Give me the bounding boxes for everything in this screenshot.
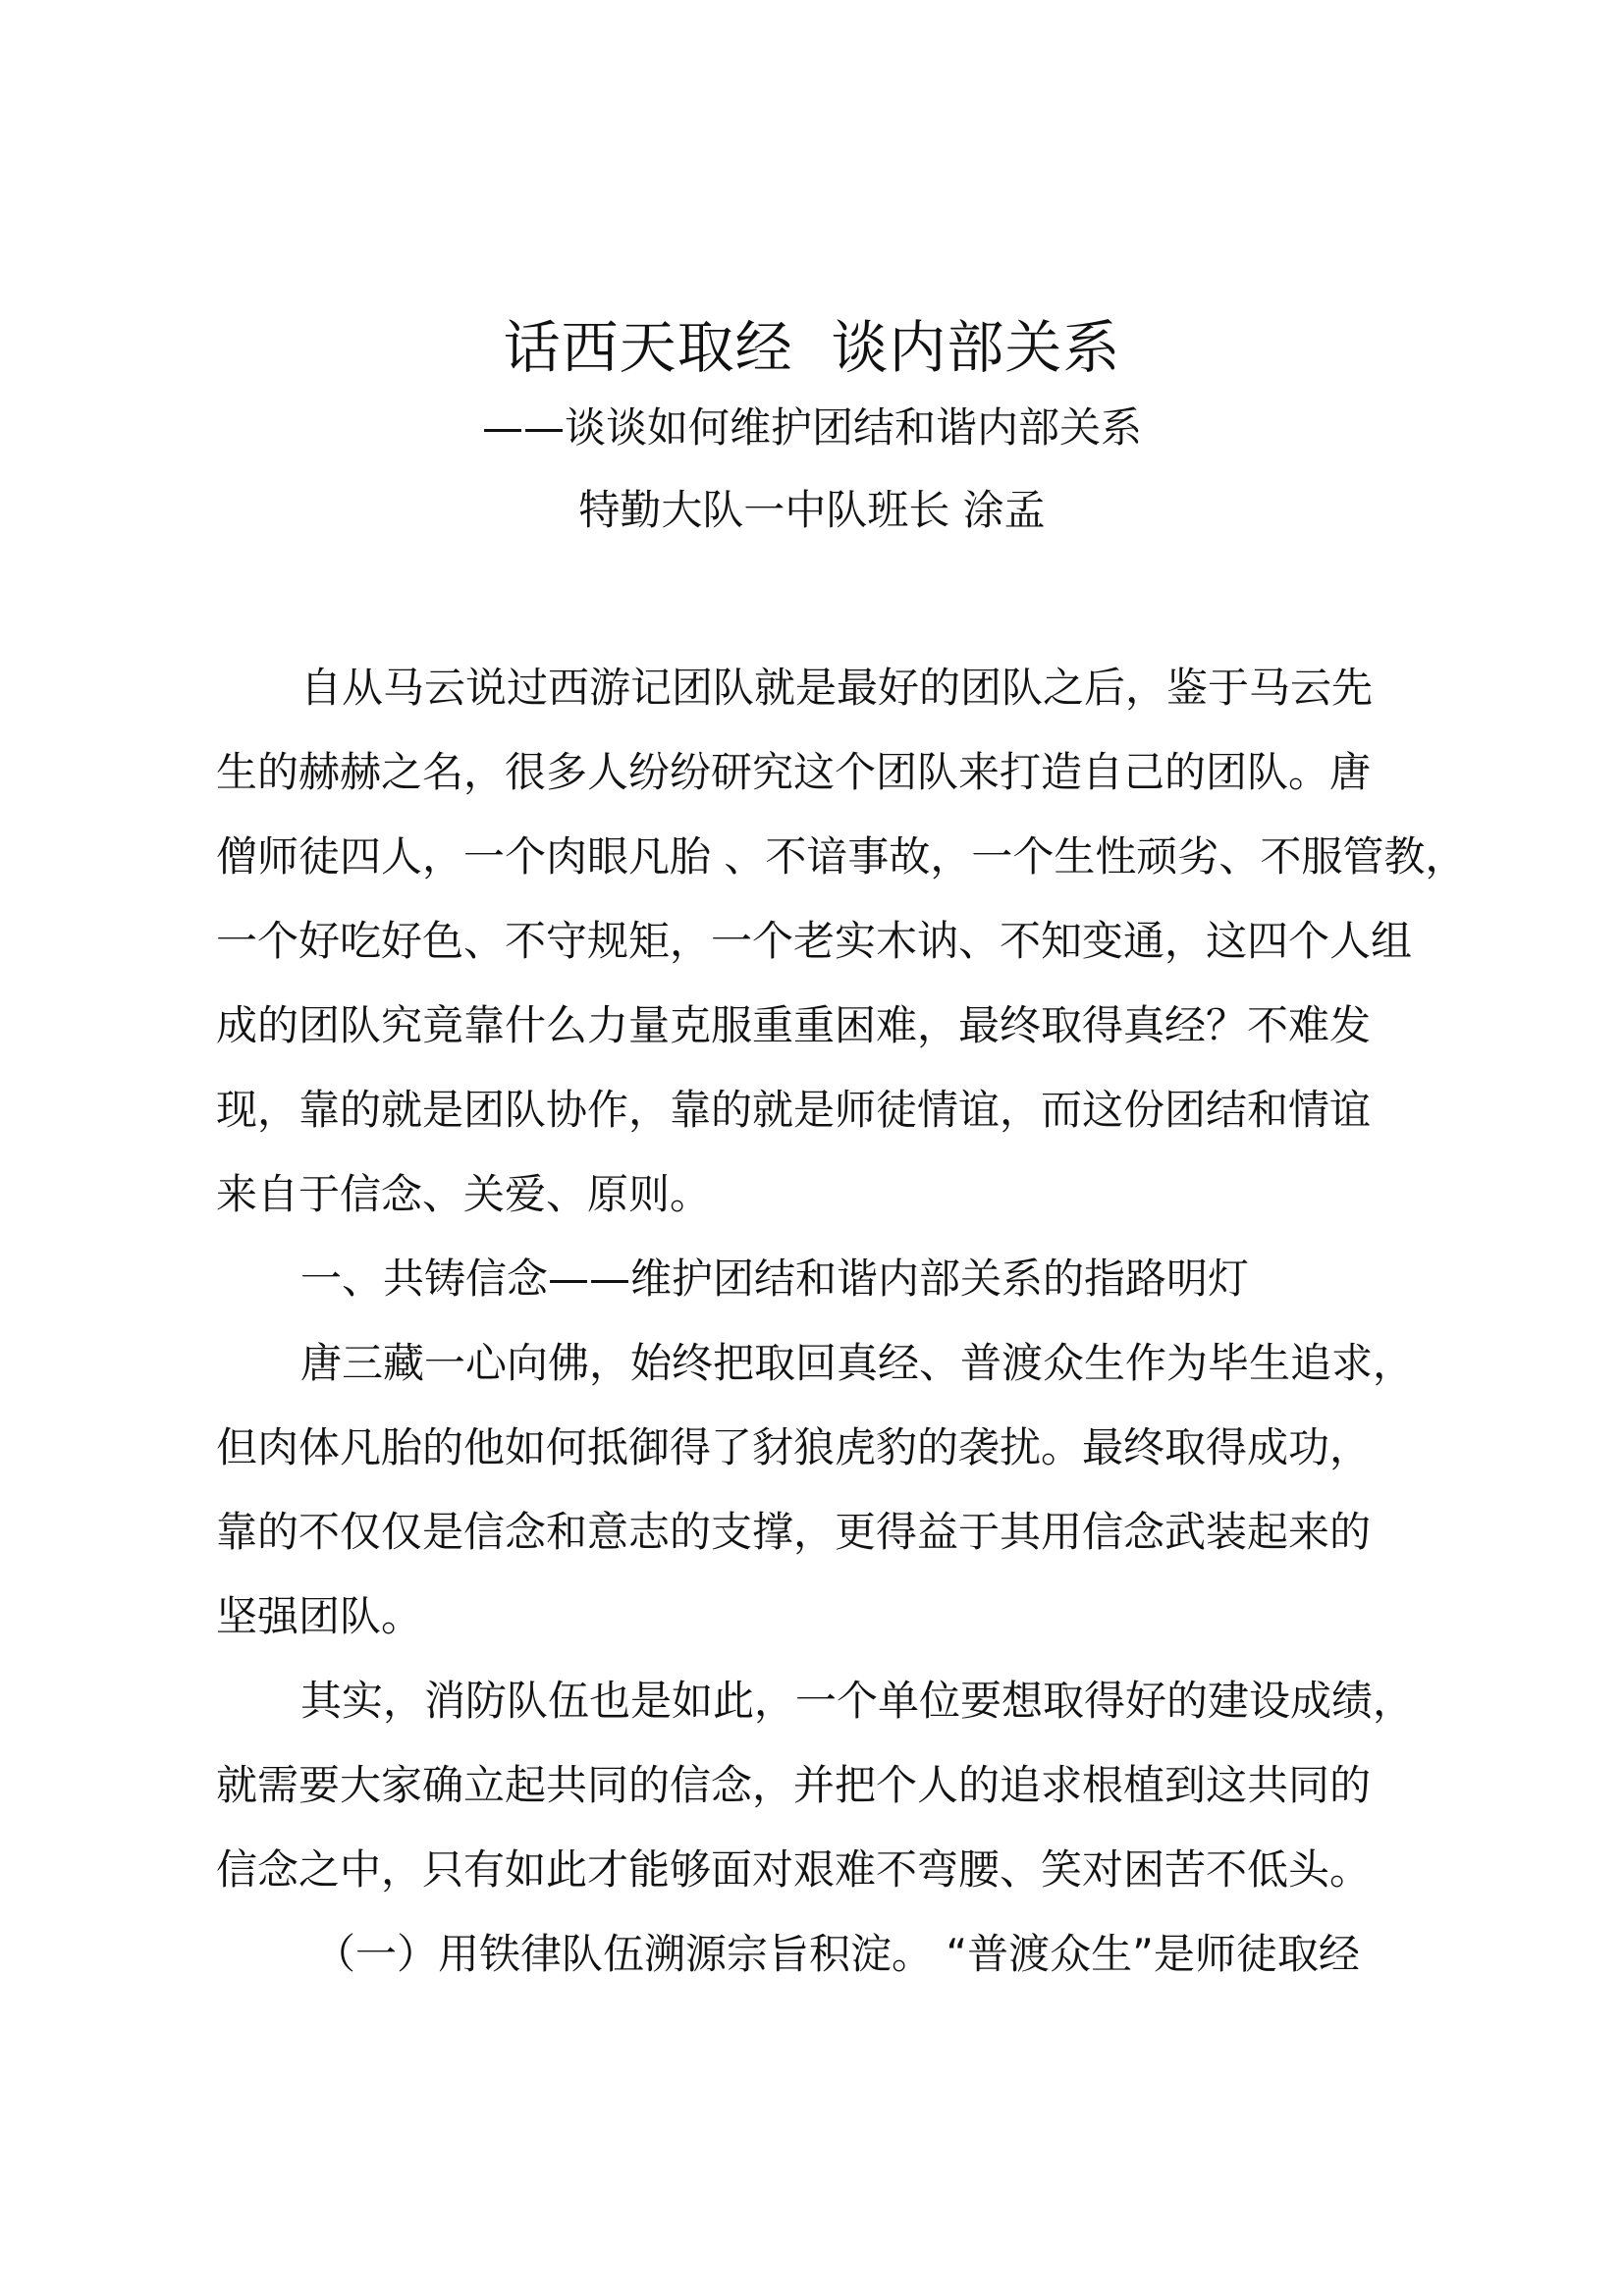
document-body [216,646,1467,1997]
paragraph-1-line-5: 成的团队究竟靠什么力量克服重重困难，最终取得真经？不难发 [216,1001,1372,1049]
paragraph-1-line-4: 一个好吃好色、不守规矩，一个老实木讷、不知变通，这四个人组 [216,917,1413,965]
paragraph-3-line-2: 就需要大家确立起共同的信念，并把个人的追求根植到这共同的 [216,1761,1372,1809]
document-subtitle: ——谈谈如何维护团结和谐内部关系 [481,403,1142,452]
paragraph-3-line-3: 信念之中，只有如此才能够面对艰难不弯腰、笑对困苦不低头。 [216,1845,1372,1894]
paragraph-2-line-3: 靠的不仅仅是信念和意志的支撑，更得益于其用信念武装起来的 [216,1508,1372,1556]
paragraph-2-line-2: 但肉体凡胎的他如何抵御得了豺狼虎豹的袭扰。最终取得成功， [216,1423,1372,1471]
paragraph-3-line-1: 其实，消防队伍也是如此，一个单位要想取得好的建设成绩， [300,1677,1415,1725]
sub-heading-1: （一）用铁律队伍溯源宗旨积淀。 “普渡众生”是师徒取经 [314,1930,1360,1978]
paragraph-1-line-3: 僧师徒四人，一个肉眼凡胎 、不谙事故，一个生性顽劣、不服管教， [216,832,1467,881]
document-title: 话西天取经 谈内部关系 [503,314,1121,381]
document-author: 特勤大队一中队班长 涂孟 [578,486,1046,534]
section-heading-1: 一、共铸信念——维护团结和谐内部关系的指路明灯 [300,1255,1250,1303]
paragraph-1-line-2: 生的赫赫之名，很多人纷纷研究这个团队来打造自己的团队。唐 [216,748,1372,796]
paragraph-2-line-4: 坚强团队。 [216,1592,423,1640]
paragraph-1-line-1: 自从马云说过西游记团队就是最好的团队之后，鉴于马云先 [300,664,1374,712]
paragraph-2-line-1: 唐三藏一心向佛，始终把取回真经、普渡众生作为毕生追求， [300,1339,1415,1387]
paragraph-1-line-6: 现，靠的就是团队协作，靠的就是师徒情谊，而这份团结和情谊 [216,1086,1372,1134]
paragraph-1-line-7: 来自于信念、关爱、原则。 [216,1170,712,1218]
